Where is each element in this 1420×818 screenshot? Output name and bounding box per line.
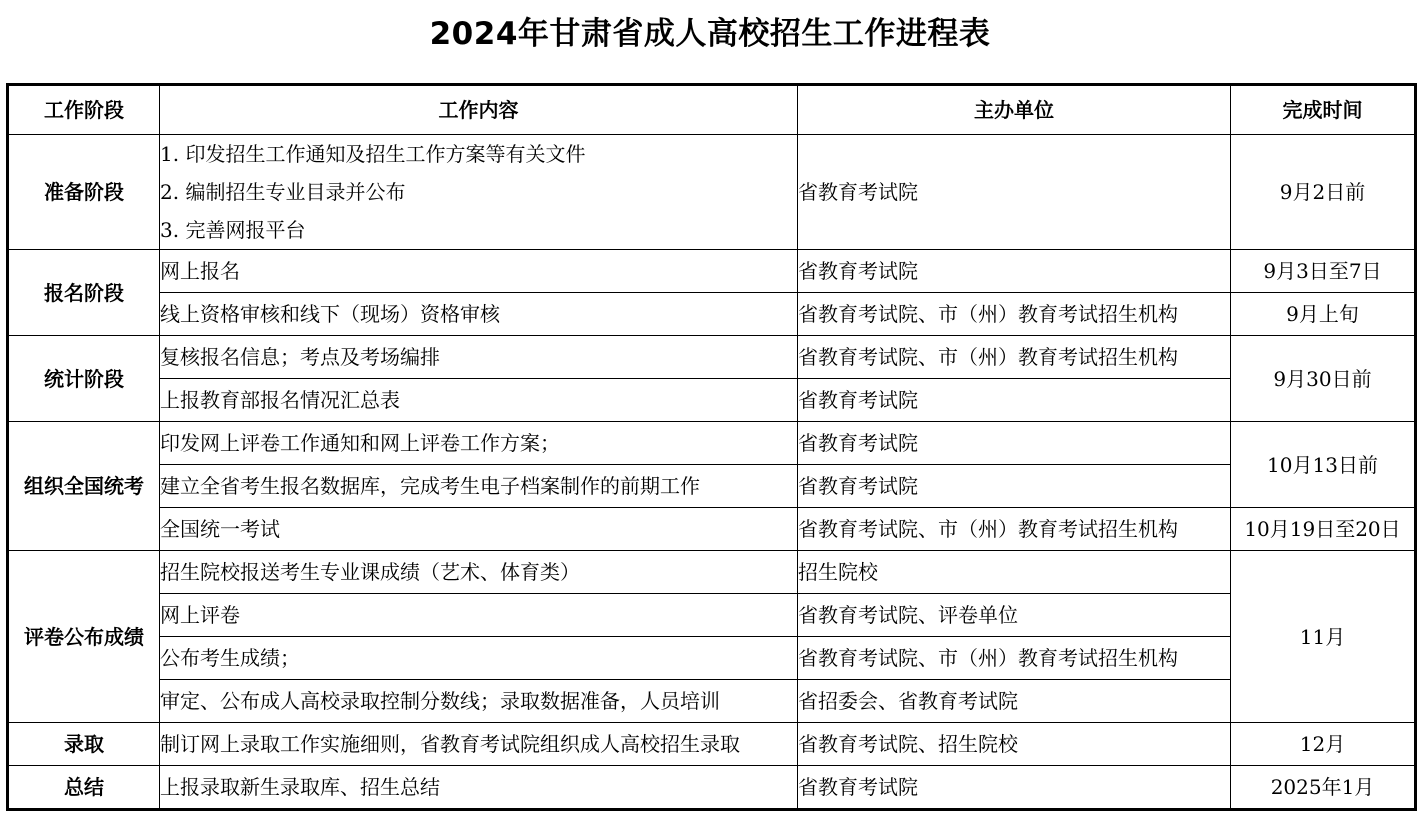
table-row [8,250,1416,293]
header-time: 完成时间 [1231,85,1416,135]
org-cell: 省教育考试院 [798,422,1231,465]
content-cell: 复核报名信息；考点及考场编排 [160,336,798,379]
org-cell: 省教育考试院 [798,250,1231,293]
header-org: 主办单位 [798,85,1231,135]
time-cell: 9月2日前 [1231,135,1416,250]
org-cell: 省教育考试院、市（州）教育考试招生机构 [798,508,1231,551]
org-cell: 招生院校 [798,551,1231,594]
table-row [8,551,1416,594]
table-row [8,723,1416,766]
org-cell: 省教育考试院、市（州）教育考试招生机构 [798,293,1231,336]
stage-admit: 录取 [8,723,160,766]
content-line: 2. 编制招生专业目录并公布 [160,180,406,204]
table-row [8,508,1416,551]
table-row [8,594,1416,637]
stage-grading: 评卷公布成绩 [8,551,160,723]
table-row [8,680,1416,723]
schedule-table [6,83,1417,811]
stage-summary: 总结 [8,766,160,810]
org-cell: 省教育考试院、招生院校 [798,723,1231,766]
stage-signup: 报名阶段 [8,250,160,336]
content-cell: 全国统一考试 [160,508,798,551]
content-cell [160,135,798,250]
table-row [8,336,1416,379]
content-line: 1. 印发招生工作通知及招生工作方案等有关文件 [160,142,586,166]
org-cell: 省教育考试院 [798,379,1231,422]
time-cell: 10月13日前 [1231,422,1416,508]
stage-exam: 组织全国统考 [8,422,160,551]
time-cell: 9月30日前 [1231,336,1416,422]
content-cell: 公布考生成绩； [160,637,798,680]
org-cell: 省教育考试院、市（州）教育考试招生机构 [798,336,1231,379]
content-cell: 印发网上评卷工作通知和网上评卷工作方案； [160,422,798,465]
table-row [8,637,1416,680]
content-cell: 招生院校报送考生专业课成绩（艺术、体育类） [160,551,798,594]
content-cell: 上报教育部报名情况汇总表 [160,379,798,422]
header-stage: 工作阶段 [8,85,160,135]
org-cell: 省招委会、省教育考试院 [798,680,1231,723]
time-cell: 12月 [1231,723,1416,766]
page-title: 2024年甘肃省成人高校招生工作进程表 [429,16,991,52]
table-row [8,293,1416,336]
content-cell: 线上资格审核和线下（现场）资格审核 [160,293,798,336]
table-row [8,379,1416,422]
time-cell: 9月上旬 [1231,293,1416,336]
stage-stats: 统计阶段 [8,336,160,422]
table-row [8,135,1416,250]
time-cell: 2025年1月 [1231,766,1416,810]
content-cell: 网上报名 [160,250,798,293]
org-cell: 省教育考试院 [798,135,1231,250]
content-line: 3. 完善网报平台 [160,218,306,242]
table-row [8,766,1416,810]
time-cell: 11月 [1231,551,1416,723]
time-cell: 10月19日至20日 [1231,508,1416,551]
header-content: 工作内容 [160,85,798,135]
content-cell: 建立全省考生报名数据库，完成考生电子档案制作的前期工作 [160,465,798,508]
content-cell: 审定、公布成人高校录取控制分数线；录取数据准备，人员培训 [160,680,798,723]
org-cell: 省教育考试院、评卷单位 [798,594,1231,637]
content-cell: 上报录取新生录取库、招生总结 [160,766,798,810]
stage-prep: 准备阶段 [8,135,160,250]
org-cell: 省教育考试院 [798,766,1231,810]
table-row [8,422,1416,465]
table-row [8,465,1416,508]
org-cell: 省教育考试院、市（州）教育考试招生机构 [798,637,1231,680]
header-row [8,85,1416,135]
time-cell: 9月3日至7日 [1231,250,1416,293]
org-cell: 省教育考试院 [798,465,1231,508]
content-cell: 制订网上录取工作实施细则，省教育考试院组织成人高校招生录取 [160,723,798,766]
content-cell: 网上评卷 [160,594,798,637]
